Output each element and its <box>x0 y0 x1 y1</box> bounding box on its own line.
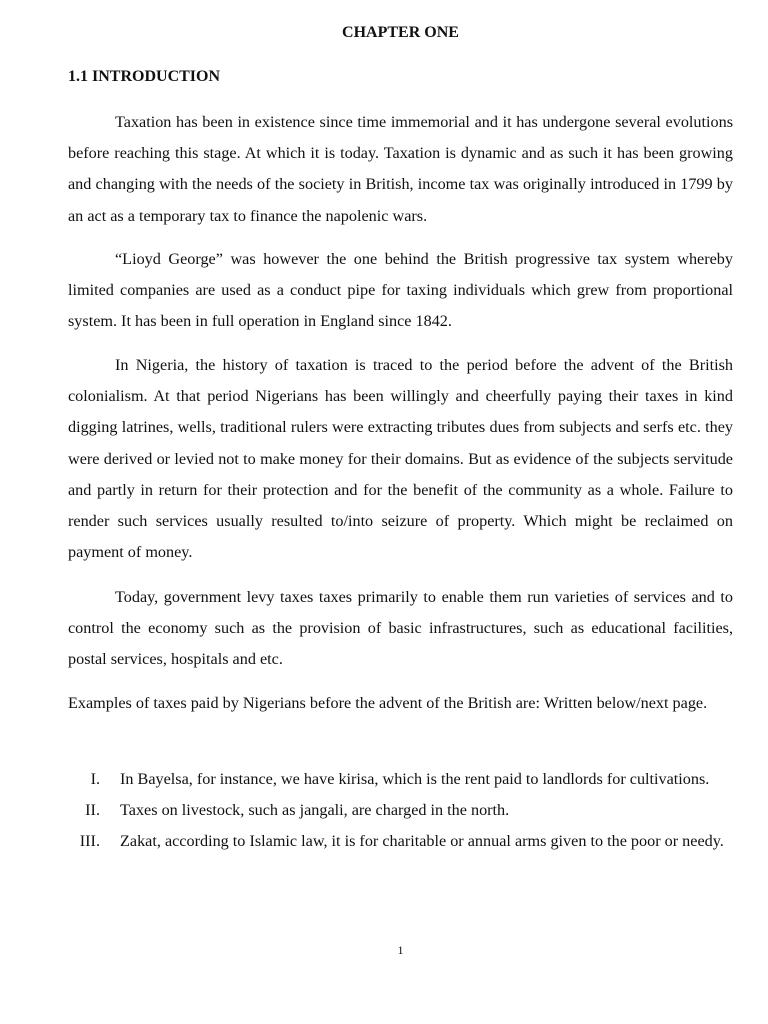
paragraph-lloyd-george: “Lioyd George” was however the one behind the British progressive tax system whereby limited companies are used as a conduct pipe for taxing individuals which grew from proportional system. It has been in full operation in England since 1842. <box>68 250 733 331</box>
list-item <box>68 826 733 857</box>
paragraph-nigeria-history: In Nigeria, the history of taxation is traced to the period before the advent of the British colonialism. At that period Nigerians has been willingly and cheerfully paying their taxes in kind digging latrines, wells, traditional rulers were extracting tributes dues from subjects and serfs etc. they were derived or levied not to make money for their domains. But as evidence of the subjects servitude and partly in return for their protection and for the benefit of the community as a whole. Failure to render such services usually resulted to/into seizure of property. Which might be reclaimed on payment of money. <box>68 356 733 562</box>
section-heading: 1.1 INTRODUCTION <box>68 68 221 85</box>
page-number: 1 <box>397 943 404 957</box>
list-numeral: III. <box>79 832 100 851</box>
chapter-title: CHAPTER ONE <box>342 24 459 41</box>
list-item-text: In Bayelsa, for instance, we have kirisa, which is the rent paid to landlords for cultivations. <box>120 770 710 788</box>
list-item-text: Taxes on livestock, such as jangali, are charged in the north. <box>120 801 510 820</box>
list-numeral: II. <box>85 801 100 820</box>
paragraph-examples-intro: Examples of taxes paid by Nigerians before the advent of the British are: Written below/next page. <box>68 694 708 712</box>
tax-examples-list <box>68 764 733 858</box>
paragraph-taxation-history: Taxation has been in existence since time immemorial and it has undergone several evolutions before reaching this stage. At which it is today. Taxation is dynamic and as such it has been growing and changing with the needs of the society in British, income tax was originally introduced in 1799 by an act as a temporary tax to finance the napolenic wars. <box>68 113 733 225</box>
list-item <box>68 764 733 795</box>
paragraph-government-levy: Today, government levy taxes taxes primarily to enable them run varieties of services and to control the economy such as the provision of basic infrastructures, such as educational facilities, postal services, hospitals and etc. <box>68 588 733 669</box>
list-numeral: I. <box>90 770 100 788</box>
list-item <box>68 795 733 826</box>
list-item-text: Zakat, according to Islamic law, it is for charitable or annual arms given to the poor or needy. <box>120 832 724 851</box>
